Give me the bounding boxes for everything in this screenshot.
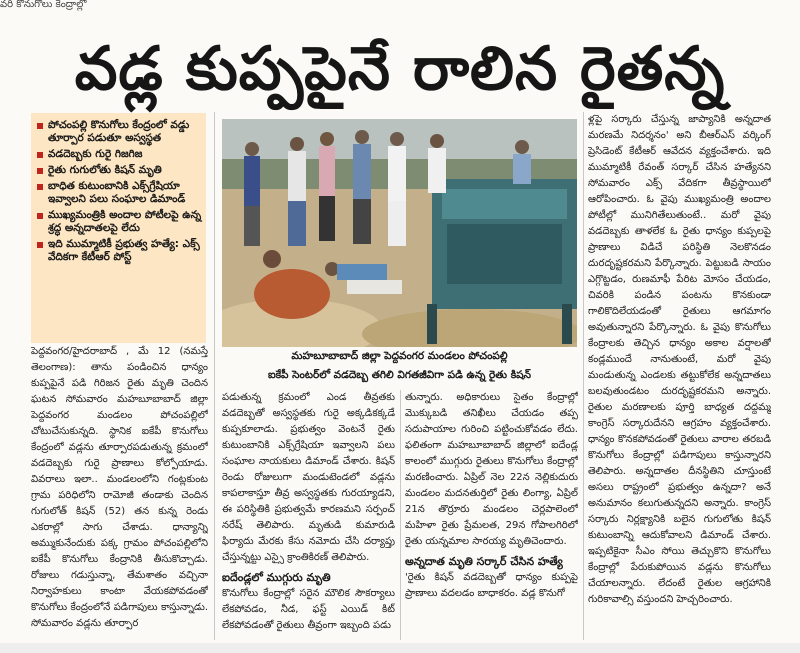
caption-line: మహబూబాబాద్ జిల్లా పెద్దవంగర మండలం పోచంపల్లి [291,350,508,362]
article-column-4 [588,112,771,640]
bullet-icon [37,168,43,174]
article-text: పడుతున్న క్రమంలో ఎండ తీవ్రతకు వడదెబ్బతో అస్వస్థతకు గురై అక్కడికక్కడే కుప్పకూలాడు. ప్రభుత్వం వెంటనే రైతు కుటుంబానికి ఎక్స్‌గ్రేషియా ఇవ్వాలని పలు సంఘాల నాయకులు డిమాండ్ చేశారు. కిషన్ రెండు రోజులుగా మండుటెండలో వడ్లను కాపలాకాస్తూ తీవ్ర అస్వస్థతకు గురయ్యాడని, ఈ పరిస్థితికి ప్రభుత్వమే కారణమని సర్పంచ్ నరేష్ తెలిపారు. మృతుడి కుమారుడి ఫిర్యాదు మేరకు కేసు నమోదు చేసి దర్యాప్తు చేస్తున్నట్టు ఎస్సై క్రాంతికిరణ్ తెలిపారు. [222,392,395,563]
article-text: కొనుగోలు కేంద్రాల్లో సరైన మౌలిక సౌకర్యాలు లేకపోవడం, నీడ, ఫస్ట్ ఎయిడ్ కిట్ లేకపోవడంతో రైతులు తీవ్రంగా ఇబ్బంది పడు [222,588,395,631]
highlights-panel [31,113,206,343]
article-column-1 [31,344,208,640]
bullet-icon [37,242,43,248]
bullet-icon [37,184,43,190]
highlight-item: ఇది ముమ్మాటికీ ప్రభుత్వ హత్యే: ఎక్స్ వేదికగా కేటీఆర్ పోస్ట్ [37,238,202,264]
news-photo [222,119,577,347]
column-divider [583,112,584,640]
top-fragment: వరి కొనుగోలు కేంద్రాల్లో [0,0,87,10]
photo-caption [222,347,577,387]
bottom-strip [0,643,800,653]
caption-line: ఐకేపీ సెంటర్‌లో వడదెబ్బ తగిలి విగతజీవిగా పడి ఉన్న రైతు కిషన్ [267,369,532,381]
highlight-item: పోచంపల్లి కొనుగోలు కేంద్రంలో వడ్డు తూర్పార పడుతూ అస్వస్థత [37,119,202,145]
article-column-2 [222,390,395,640]
bullet-icon [37,152,43,158]
article-column-3 [405,390,578,640]
highlight-item: వడదెబ్బకు గురై గిజగిజ [37,148,202,161]
article-text: ళ్లపై సర్కారు చేస్తున్న జాప్యానికి అన్నదాత మరణమే నిదర్శనం' అని బీఆర్ఎస్ వర్కింగ్ ప్రెసిడెంట్ కేటీఆర్ ఆవేదన వ్యక్తంచేశారు. ఇది ముమ్మాటికీ రేవంత్ సర్కార్ చేసిన హత్యేనని సోమవారం ఎక్స్ వేదికగా తీవ్రస్థాయిలో ఆరోపించారు. ఓ వైపు ముఖ్యమంత్రి అందాల పోటీల్లో మునిగితేలుతుంటే.. మరో వైపు వడదెబ్బకు తాళలేక ఓ రైతు ధాన్యం కుప్పలపై ప్రాణాలు విడిచే పరిస్థితి నెలకొనడం దురదృష్టకరమని పేర్కొన్నారు. పెట్టుబడి సాయం ఎగ్గొట్టడం, రుణమాఫీ పేరిట మోసం చేయడం, చివరికి పండిన పంటను కొనకుండా గాలికొదిలేయడంతో రైతులు ఆగమాగం అవుతున్నారని పేర్కొన్నారు. ఓ వైపు కొనుగోలు కేంద్రాలకు తెచ్చిన ధాన్యం అకాల వర్షాలతో కండ్లముందే నానుతుంటే, మరో వైపు మండుతున్న ఎండలకు తట్టుకోలేక అన్నదాతలు బలవుతుండటం దురదృష్టకరమని అన్నారు. రైతుల మరణాలకు పూర్తి బాధ్యత దద్దమ్మ కాంగ్రెస్ సర్కారుదేనని ఆగ్రహం వ్యక్తంచేశారు. ధాన్యం కొనకపోవడంతో రైతులు వారాల తరబడి కొనుగోలు కేంద్రాల్లో పడిగాపులు కాస్తున్నారని తెలిపారు. అన్నదాతల దీనస్థితిని చూస్తుంటే అసలు రాష్ట్రంలో ప్రభుత్వం ఉన్నదా? అనే అనుమానం కలుగుతున్నదని అన్నారు. కాంగ్రెస్ సర్కారు నిర్లక్ష్యానికి బలైన గుగులోతు కిషన్ కుటుంబాన్ని ఆదుకోవాలని డిమాండ్ చేశారు. ఇప్పటికైనా సీఎం సోయి తెచ్చుకొని కొనుగోలు కేంద్రాల్లో పేరుకుపోయిన వడ్లను కొనుగోలు చేయాలన్నారు. లేదంటే రైతుల ఆగ్రహానికి గురికావాల్సి వస్తుందని హెచ్చరించారు. [588,114,771,605]
column-divider [400,390,401,640]
bullet-icon [37,213,43,219]
column-divider [214,112,215,640]
bullet-icon [37,123,43,129]
subheading: ఐదేండ్లలో ముగ్గురు మృతి [222,571,331,584]
subheading: అన్నదాత మృతి సర్కార్ చేసిన హత్యే [405,555,563,568]
highlight-item: రైతు గుగులోతు కిషన్ మృతి [37,164,202,177]
article-text: 'రైతు కిషన్ వడదెబ్బతో ధాన్యం కుప్పపై ప్రాణాలు వదలడం బాధాకరం. వడ్ల కొనుగో [405,572,578,599]
article-text: పెద్దవంగర/హైదరాబాద్ , మే 12 (నమస్తే తెలంగాణ): తాను పండించిన ధాన్యం కుప్పపైనే పడి గిరిజన రైతు మృతి చెందిన ఘటన సోమవారం మహబూబాబాద్ జిల్లా పెద్దవంగర మండలం పోచంపల్లిలో చోటుచేసుకున్నది. స్థానిక ఐకేపీ కొనుగోలు కేంద్రంలో వడ్లను తూర్పారపడుతున్న క్రమంలో వడదెబ్బకు గురై ప్రాణాలు కోల్పోయాడు. వివరాలు ఇలా.. మండలంలోని గంట్లకుంట గ్రామ పరిధిలోని రామోజీ తండాకు చెందిన గుగులోత్ కిషన్ (52) తన కున్న రెండు ఎకరాల్లో సాగు చేశాడు. ధాన్యాన్ని అమ్ముకునేందుకు పక్క గ్రామం పోచంపల్లిలోని ఐకేపీ కొనుగోలు కేంద్రానికి తీసుకొచ్చాడు. రోజులు గడుస్తున్నా, తేమశాతం వచ్చినా నిర్వాహకులు కాంటా వేయకపోవడంతో కొనుగోలు కేంద్రంలోనే పడిగాపులు కాస్తున్నాడు. సోమవారం వడ్లను తూర్పార [31,346,208,629]
headline: వడ్ల కుప్పపైనే రాలిన రైతన్న [74,34,726,104]
highlight-item: బాధిత కుటుంబానికి ఎక్స్‌గ్రేషియా ఇవ్వాలని పలు సంఘాల డిమాండ్ [37,180,202,206]
highlight-item: ముఖ్యమంత్రికి అందాల పోటీలపై ఉన్న శ్రద్ధ అన్నదాతలపై లేదు [37,209,202,235]
article-text: తున్నారు. అధికారులు సైతం కేంద్రాల్లో మొక్కుబడి తనిఖీలు చేయడం తప్ప సదుపాయాల గురించి పట్టించుకోవడం లేదు. ఫలితంగా మహబూబాబాద్ జిల్లాలో ఐదేండ్ల కాలంలో ముగ్గురు రైతులు కొనుగోలు కేంద్రాల్లో మరణించారు. ఏప్రిల్ నెల 22న నెల్లికుదురు మండలం మదనతుర్తిలో రైతు లింగ్యా, ఏప్రిల్ 21న తొర్రూరు మండలం చెర్లపాలెంలో మహిళా రైతు ప్రేమలత, 29న గోపాలగిరిలో రైతు యన్నమాల సారయ్య మృతిచెందారు. [405,392,578,547]
